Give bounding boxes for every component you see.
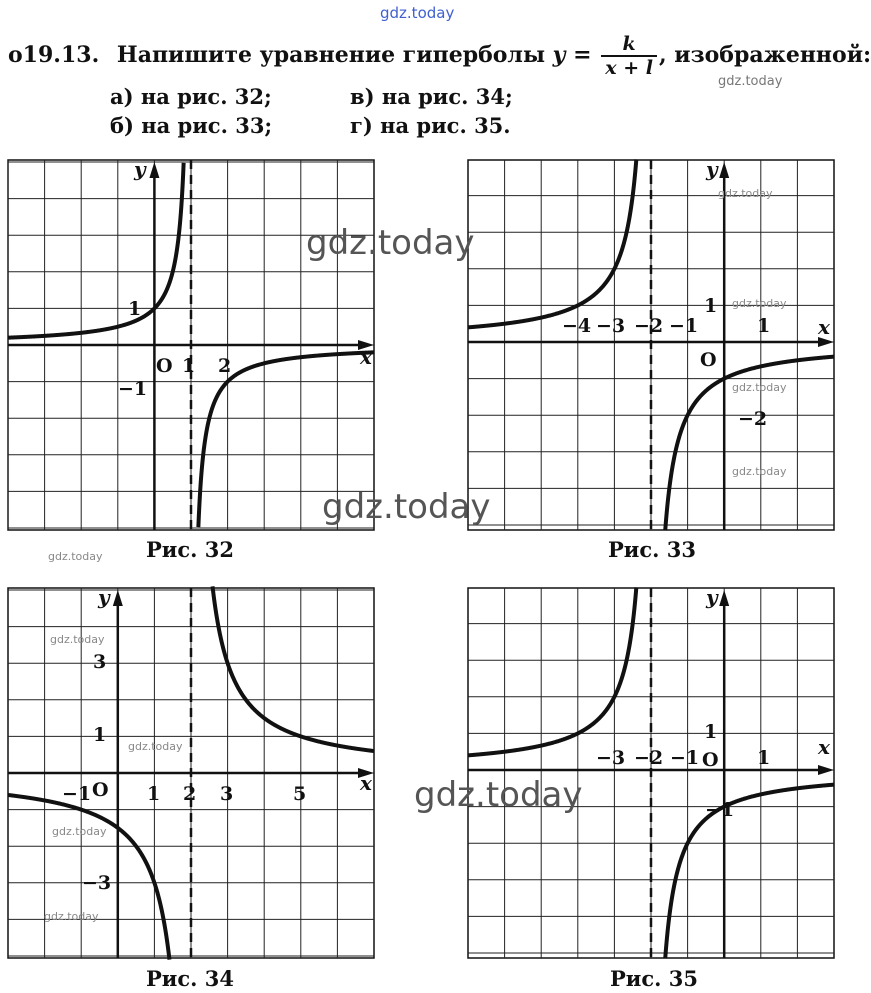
watermark: gdz.today <box>48 550 103 563</box>
option-a: а) на рис. 32; <box>110 84 272 109</box>
y-axis-arrow <box>149 162 159 178</box>
problem-text-tail: , изображенной: <box>658 42 871 68</box>
tick-label: −2 <box>634 747 664 769</box>
origin-label: O <box>700 349 717 371</box>
formula-numerator: k <box>601 33 657 57</box>
figure-caption: Рис. 33 <box>608 537 696 562</box>
y-axis-label: y <box>134 157 146 181</box>
hyperbola-branch-left <box>468 587 636 755</box>
tick-label: 1 <box>147 783 161 805</box>
y-axis-arrow <box>113 590 123 606</box>
hyperbola-branch-right <box>665 785 834 959</box>
watermark: gdz.today <box>414 775 583 815</box>
x-axis-label: x <box>360 345 372 369</box>
formula-denominator: x + l <box>605 57 653 79</box>
watermark: gdz.today <box>44 910 99 923</box>
x-axis-label: x <box>360 771 372 795</box>
watermark: gdz.today <box>128 740 183 753</box>
figure-35 <box>468 585 834 958</box>
tick-label: −1 <box>118 378 148 400</box>
watermark: gdz.today <box>732 465 787 478</box>
problem-text: Напишите уравнение гиперболы <box>116 42 545 68</box>
x-axis-label: x <box>818 315 830 339</box>
x-axis-arrow <box>818 765 834 775</box>
tick-label: 1 <box>704 721 718 743</box>
formula-fraction <box>601 33 657 79</box>
problem-statement <box>8 33 871 79</box>
tick-label: −3 <box>596 747 626 769</box>
tick-label: 1 <box>93 724 107 746</box>
figure-caption: Рис. 34 <box>146 966 234 991</box>
tick-label: 3 <box>93 651 107 673</box>
tick-label: −2 <box>634 315 664 337</box>
hyperbola-branch-left <box>468 159 636 327</box>
y-axis-arrow <box>719 590 729 606</box>
origin-label: O <box>702 749 719 771</box>
tick-label: 1 <box>757 747 771 769</box>
tick-label: −3 <box>596 315 626 337</box>
tick-label: −1 <box>705 799 735 821</box>
tick-label: 3 <box>220 783 234 805</box>
y-axis-label: y <box>706 585 718 609</box>
y-axis-label: y <box>706 157 718 181</box>
tick-label: 2 <box>183 783 197 805</box>
watermark: gdz.today <box>732 381 787 394</box>
tick-label: −4 <box>562 315 592 337</box>
tick-label: 2 <box>218 355 232 377</box>
option-g: г) на рис. 35. <box>350 113 511 138</box>
watermark: gdz.today <box>306 223 475 263</box>
tick-label: −1 <box>62 783 92 805</box>
watermark: gdz.today <box>718 187 773 200</box>
watermark: gdz.today <box>718 74 783 89</box>
figure-caption: Рис. 35 <box>610 966 698 991</box>
y-axis-label: y <box>98 585 110 609</box>
figure-32 <box>8 157 374 530</box>
origin-label: O <box>156 355 173 377</box>
tick-label: 5 <box>293 783 307 805</box>
tick-label: 1 <box>704 295 718 317</box>
tick-label: −2 <box>738 408 768 430</box>
y-axis-arrow <box>719 162 729 178</box>
tick-label: 1 <box>128 298 142 320</box>
tick-label: −1 <box>669 315 699 337</box>
tick-label: −3 <box>82 872 112 894</box>
option-b: б) на рис. 33; <box>110 113 273 138</box>
watermark: gdz.today <box>732 297 787 310</box>
watermark-top: gdz.today <box>380 4 455 22</box>
tick-label: −1 <box>670 747 700 769</box>
hyperbola-branch-left <box>8 163 184 338</box>
hyperbola-branch-right <box>213 586 374 751</box>
tick-label: 1 <box>182 355 196 377</box>
watermark: gdz.today <box>52 825 107 838</box>
tick-label: 1 <box>757 315 771 337</box>
problem-number: о19.13. <box>8 42 100 68</box>
formula-y: y <box>552 42 566 68</box>
watermark: gdz.today <box>50 633 105 646</box>
x-axis-label: x <box>818 735 830 759</box>
figure-caption: Рис. 32 <box>146 537 234 562</box>
watermark: gdz.today <box>322 487 491 527</box>
origin-label: O <box>92 779 109 801</box>
option-v: в) на рис. 34; <box>350 84 513 109</box>
formula-equals: = <box>573 42 592 68</box>
